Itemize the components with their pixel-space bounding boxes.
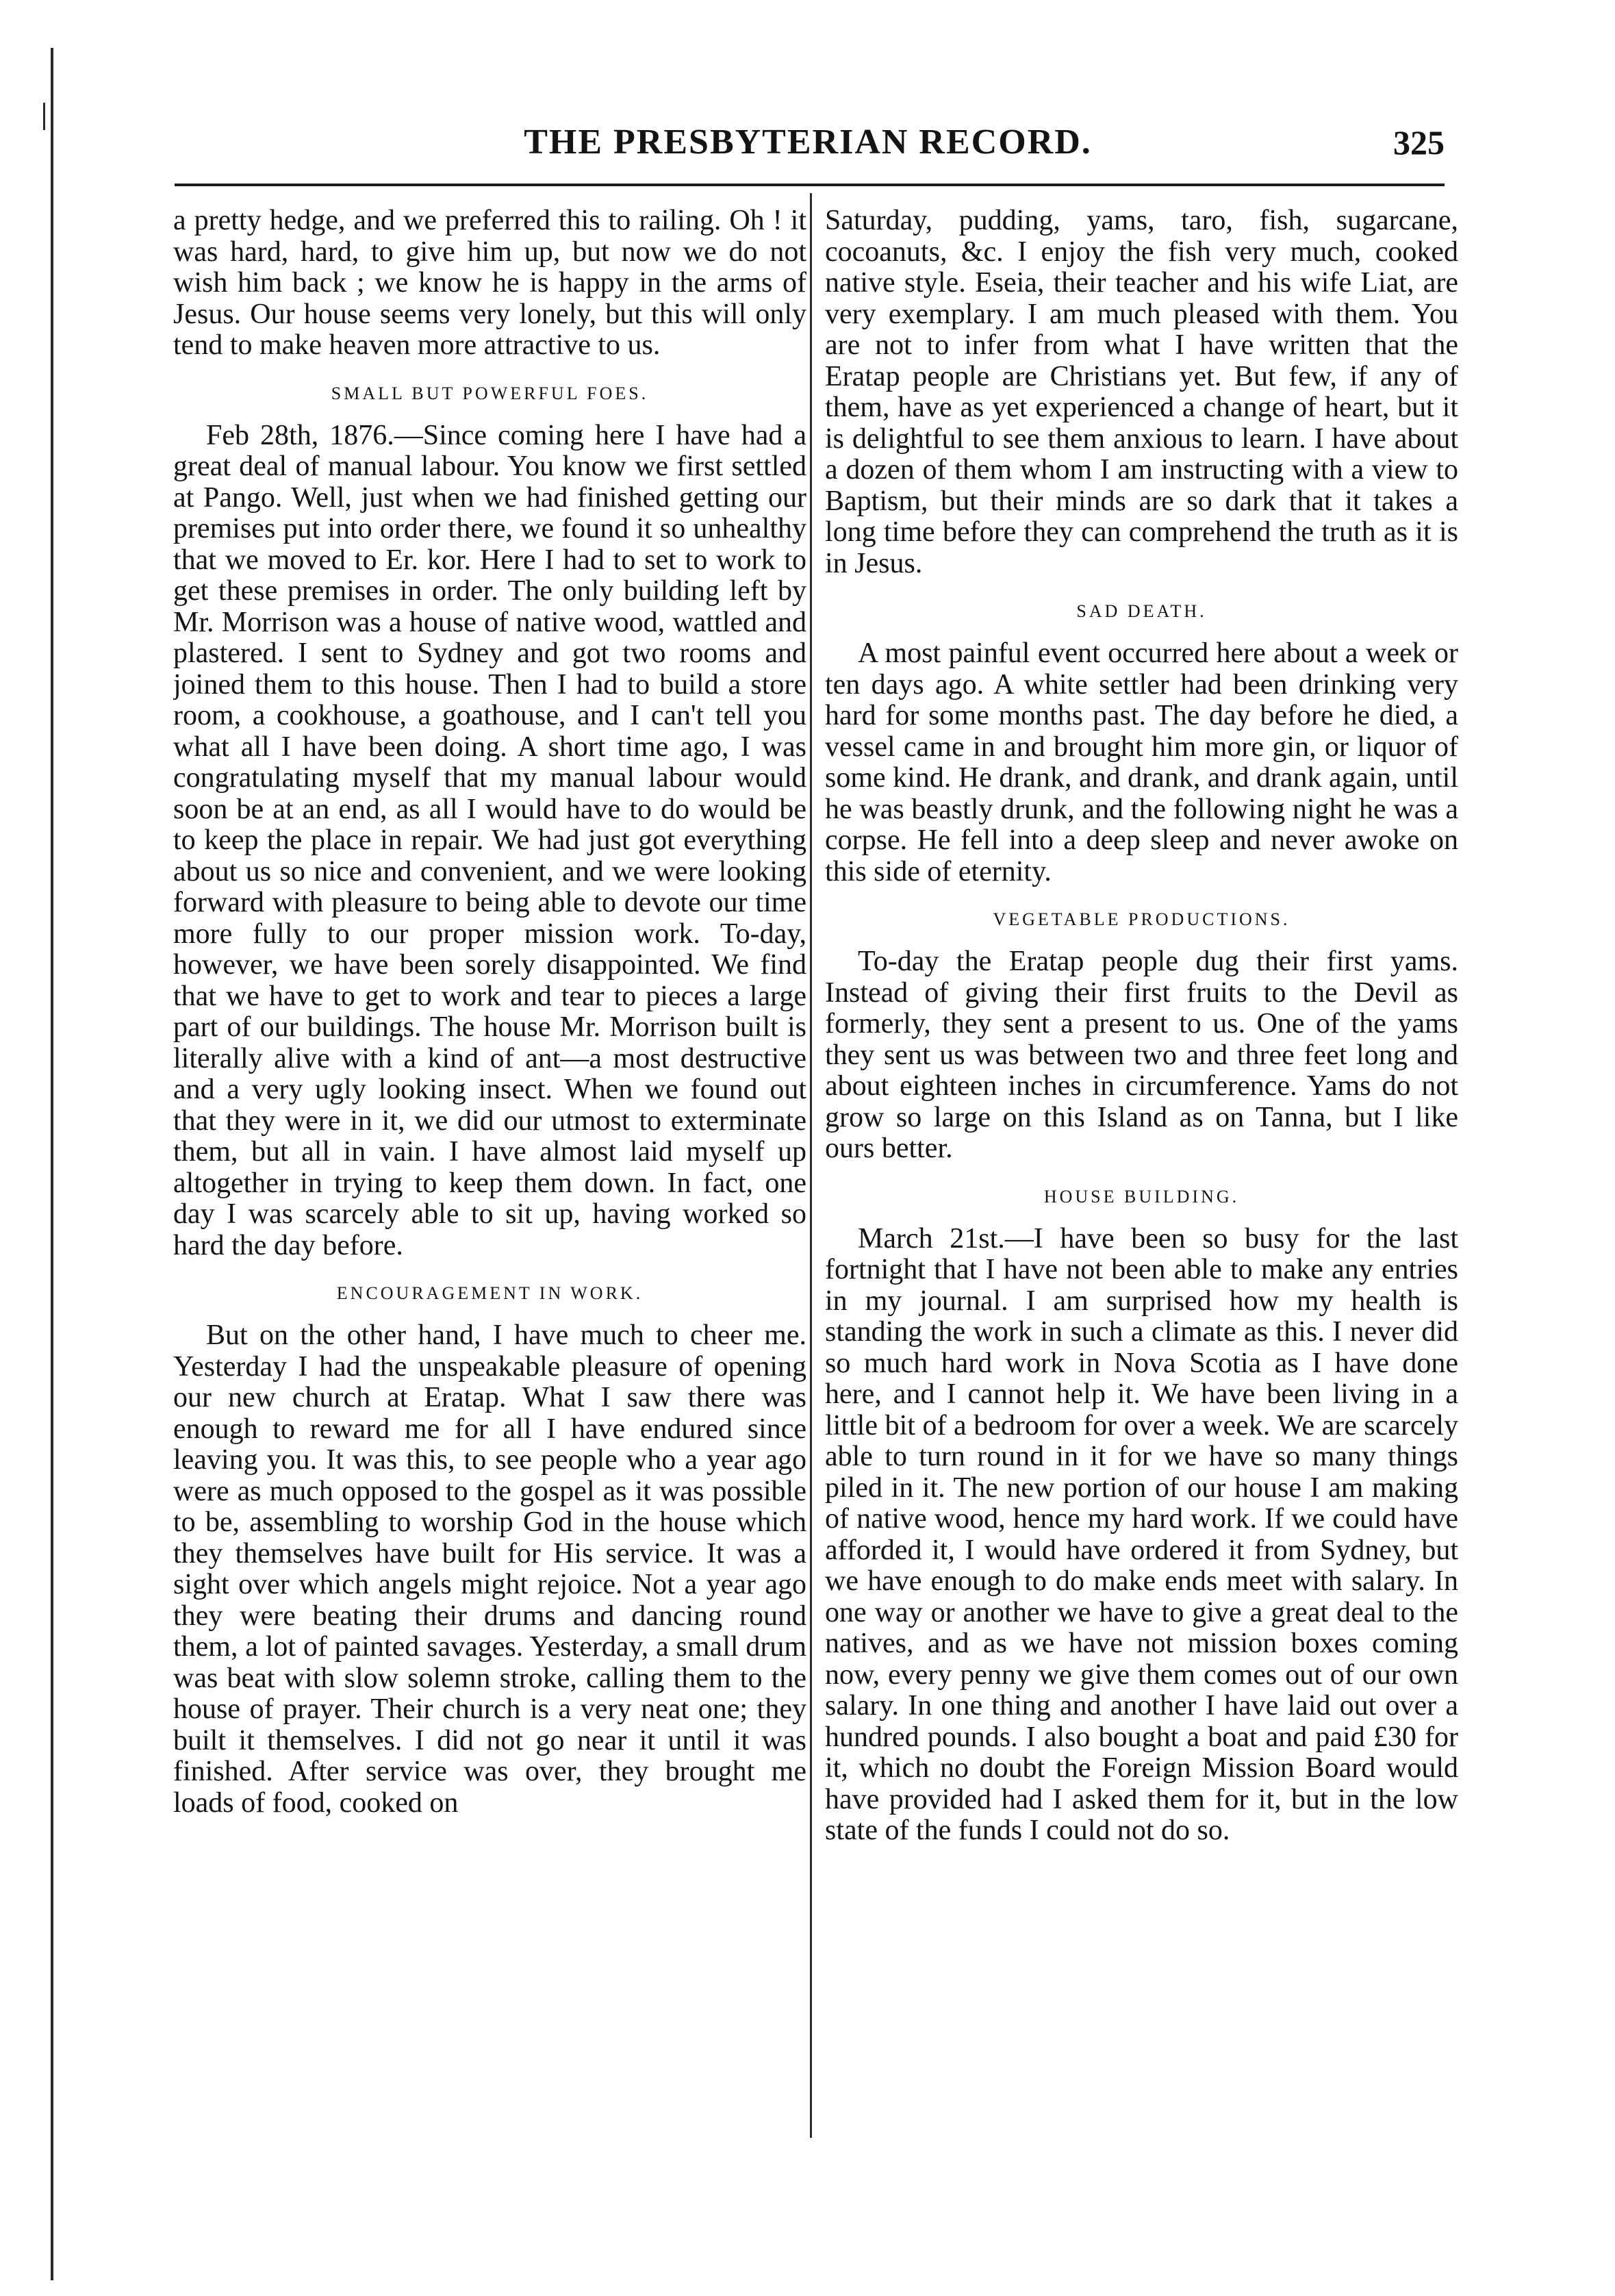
left-column <box>173 205 806 2143</box>
left-paragraph-1: Feb 28th, 1876.—Since coming here I have had a great deal of manual labour. You know we first settled at Pango. Well, just when we had finished getting our premises put into order there, we found it so unhealthy that we moved to Er. kor. Here I had to set to work to get these premises in order. The only building left by Mr. Morrison was a house of native wood, wattled and plastered. I sent to Sydney and got two rooms and joined them to this house. Then I had to build a store room, a cookhouse, a goathouse, and I can't tell you what all I have been doing. A short time ago, I was congratulating myself that my manual labour would soon be at an end, as all I would have to do would be to keep the place in repair. We had just got everything about us so nice and convenient, and we were looking forward with pleasure to being able to devote our time more fully to our proper mission work. To-day, however, we have been sorely disappointed. We find that we have to get to work and tear to pieces a large part of our buildings. The house Mr. Morrison built is literally alive with a kind of ant—a most destructive and a very ugly looking insect. When we found out that they were in it, we did our utmost to exterminate them, but all in vain. I have almost laid myself up altogether in trying to keep them down. In fact, one day I was scarcely able to sit up, having worked so hard the day before. <box>173 419 806 1261</box>
column-divider <box>810 193 812 2138</box>
right-paragraph-2: To-day the Eratap people dug their first yams. Instead of giving their first fruits to the Devil as formerly, they sent a present to us. One of the yams they sent us was between two and three feet long and about eighteen inches in circumference. Yams do not grow so large on this Island as on Tanna, but I like ours better. <box>825 946 1458 1164</box>
left-paragraph-continued: a pretty hedge, and we preferred this to railing. Oh ! it was hard, hard, to give him up, but now we do not wish him back ; we know he is happy in the arms of Jesus. Our house seems very lonely, but this will only tend to make heaven more attractive to us. <box>173 205 806 361</box>
heading-small-but-powerful-foes: SMALL BUT POWERFUL FOES. <box>331 383 649 403</box>
page-header <box>171 115 1445 170</box>
header-rule <box>175 184 1445 186</box>
heading-vegetable-productions: VEGETABLE PRODUCTIONS. <box>993 909 1290 929</box>
heading-house-building: HOUSE BUILDING. <box>1043 1186 1240 1207</box>
right-paragraph-3: March 21st.—I have been so busy for the last fortnight that I have not been able to make any entries in my journal. I am surprised how my health is standing the work in such a climate as this. I never did so much hard work in Nova Scotia as I have done here, and I cannot help it. We have been living in a little bit of a bedroom for over a week. We are scarcely able to turn round in it for we have so many things piled in it. The new portion of our house I am making of native wood, hence my hard work. If we could have afforded it, I would have ordered it from Sydney, but we have enough to do make ends meet with salary. In one way or another we have to give a great deal to the natives, and as we have not mission boxes coming now, every penny we give them comes out of our own salary. In one thing and another I have laid out over a hundred pounds. I also bought a boat and paid £30 for it, which no doubt the Foreign Mission Board would have provided had I asked them for it, but in the low state of the funds I could not do so. <box>825 1222 1458 1846</box>
page-number: 325 <box>1393 123 1445 162</box>
running-title: THE PRESBYTERIAN RECORD. <box>524 123 1092 162</box>
right-paragraph-continued: Saturday, pudding, yams, taro, fish, sugarcane, cocoanuts, &c. I enjoy the fish very much, cooked native style. Eseia, their teacher and his wife Liat, are very exemplary. I am much pleased with them. You are not to infer from what I have written that the Eratap people are Christians yet. But few, if any of them, have as yet experienced a change of heart, but it is delightful to see them anxious to learn. I have about a dozen of them whom I am instructing with a view to Baptism, but their minds are so dark that it takes a long time before they can comprehend the truth as it is in Jesus. <box>825 205 1458 579</box>
heading-encouragement-in-work: ENCOURAGEMENT IN WORK. <box>336 1283 644 1303</box>
right-paragraph-1: A most painful event occurred here about a week or ten days ago. A white settler had been drinking very hard for some months past. The day before he died, a vessel came in and brought him more gin, or liquor of some kind. He drank, and drank, and drank again, until he was beastly drunk, and the following night he was a corpse. He fell into a deep sleep and never awoke on this side of eternity. <box>825 638 1458 887</box>
binding-margin-line <box>51 48 53 2280</box>
right-column <box>825 205 1458 2143</box>
heading-sad-death: SAD DEATH. <box>1076 601 1207 621</box>
left-paragraph-2: But on the other hand, I have much to cheer me. Yesterday I had the unspeakable pleasure of opening our new church at Eratap. What I saw there was enough to reward me for all I have endured since leaving you. It was this, to see people who a year ago were as much opposed to the gospel as it was possible to be, assembling to worship God in the house which they themselves have built for His service. It was a sight over which angels might rejoice. Not a year ago they were beating their drums and dancing round them, a lot of painted savages. Yesterday, a small drum was beat with slow solemn stroke, calling them to the house of prayer. Their church is a very neat one; they built it themselves. I did not go near it until it was finished. After service was over, they brought me loads of food, cooked on <box>173 1320 806 1819</box>
